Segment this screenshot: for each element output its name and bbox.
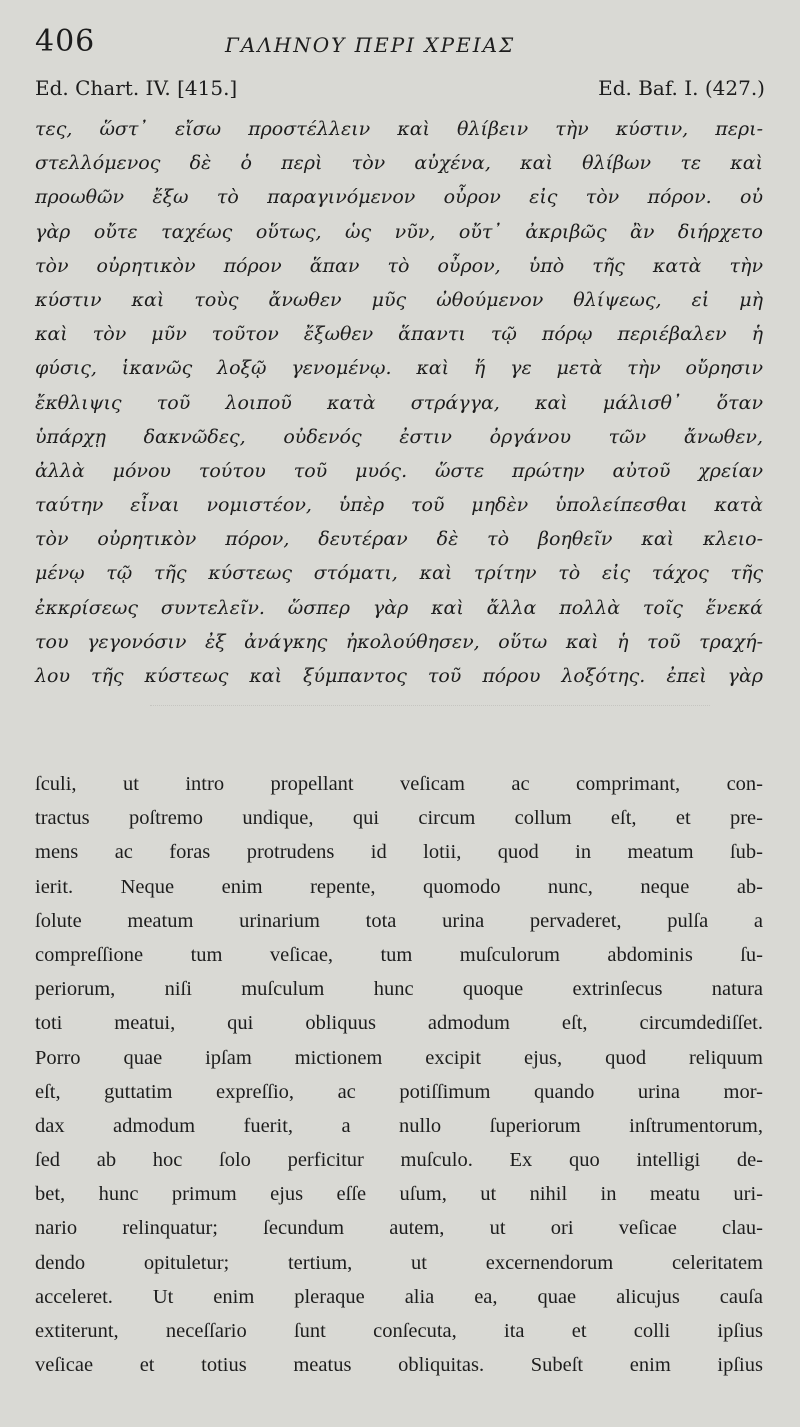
greek-line: τες, ὥστ᾽ εἴσω προστέλλειν καὶ θλίβειν τὴν κύστιν, περι- xyxy=(35,118,763,140)
greek-line: λου τῆς κύστεως καὶ ξύμπαντος τοῦ πόρου λοξότης. ἐπεὶ γὰρ xyxy=(35,665,763,687)
edition-chart-reference: Ed. Chart. IV. [415.] xyxy=(35,76,238,100)
greek-line: καὶ τὸν μῦν τοῦτον ἔξωθεν ἅπαντι τῷ πόρῳ περιέβαλεν ἡ xyxy=(35,323,763,346)
edition-references xyxy=(35,76,765,104)
greek-line: ταύτην εἶναι νομιστέον, ὑπὲρ τοῦ μηδὲν ὑπολείπεσθαι κατὰ xyxy=(35,494,763,517)
greek-line: ἀλλὰ μόνου τούτου τοῦ μυός. ὥστε πρώτην αὐτοῦ χρείαν xyxy=(35,459,763,482)
latin-line: tractus poſtremo undique, qui circum collum eſt, et pre- xyxy=(35,807,763,830)
latin-line: eſt, guttatim expreſſio, ac potiſſimum quando urina mor- xyxy=(35,1080,763,1103)
page-number: 406 xyxy=(35,24,96,59)
latin-line: toti meatui, qui obliquus admodum eſt, circumdediſſet. xyxy=(35,1012,763,1035)
latin-line: ierit. Neque enim repente, quomodo nunc, neque ab- xyxy=(35,875,763,898)
greek-line: μένῳ τῷ τῆς κύστεως στόματι, καὶ τρίτην τὸ εἰς τάχος τῆς xyxy=(35,562,763,585)
latin-line: veſicae et totius meatus obliquitas. Subeſt enim ipſius xyxy=(35,1354,763,1377)
greek-line: φύσις, ἱκανῶς λοξῷ γενομένῳ. καὶ ἥ γε μετὰ τὴν οὔρησιν xyxy=(35,357,763,380)
greek-line: τὸν οὐρητικὸν πόρον ἅπαν τὸ οὖρον, ὑπὸ τῆς κατὰ τὴν xyxy=(35,254,763,277)
greek-line: ἔκθλιψις τοῦ λοιποῦ κατὰ στράγγα, καὶ μάλισθ᾽ ὅταν xyxy=(35,391,763,414)
greek-line: γὰρ οὔτε ταχέως οὕτως, ὡς νῦν, οὔτ᾽ ἀκριβῶς ἂν διήρχετο xyxy=(35,220,763,243)
greek-line: τὸν οὐρητικὸν πόρον, δευτέραν δὲ τὸ βοηθεῖν καὶ κλειο- xyxy=(35,528,763,551)
greek-line: του γεγονόσιν ἐξ ἀνάγκης ἠκολούθησεν, οὕτω καὶ ἡ τοῦ τραχή- xyxy=(35,630,763,653)
latin-line: bet, hunc primum ejus eſſe uſum, ut nihil in meatu uri- xyxy=(35,1183,763,1206)
latin-line: extiterunt, neceſſario ſunt conſecuta, ita et colli ipſius xyxy=(35,1320,763,1342)
edition-basel-reference: Ed. Baf. I. (427.) xyxy=(598,76,765,100)
latin-line: periorum, niſi muſculum hunc quoque extrinſecus natura xyxy=(35,978,763,1001)
greek-line: ἐκκρίσεως συντελεῖν. ὥσπερ γὰρ καὶ ἄλλα πολλὰ τοῖς ἕνεκά xyxy=(35,596,763,619)
latin-line: ſolute meatum urinarium tota urina pervaderet, pulſa a xyxy=(35,909,763,932)
greek-line: ὑπάρχῃ δακνῶδες, οὐδενός ἐστιν ὀργάνου τῶν ἄνωθεν, xyxy=(35,425,763,448)
latin-line: dax admodum fuerit, a nullo ſuperiorum inſtrumentorum, xyxy=(35,1114,763,1137)
greek-line: προωθῶν ἔξω τὸ παραγινόμενον οὖρον εἰς τὸν πόρον. οὐ xyxy=(35,186,763,209)
greek-line: στελλόμενος δὲ ὁ περὶ τὸν αὐχένα, καὶ θλίβων τε καὶ xyxy=(35,152,763,175)
latin-line: ſed ab hoc ſolo perficitur muſculo. Ex quo intelligi de- xyxy=(35,1149,763,1172)
running-title: ΓΑΛΗΝΟΥ ΠΕΡΙ ΧΡΕΙΑΣ xyxy=(225,33,516,57)
latin-line: acceleret. Ut enim pleraque alia ea, quae alicujus cauſa xyxy=(35,1285,763,1308)
latin-text-block xyxy=(35,767,763,1382)
page-header xyxy=(35,24,765,72)
latin-line: mens ac foras protrudens id lotii, quod in meatum ſub- xyxy=(35,841,763,864)
latin-line: Porro quae ipſam mictionem excipit ejus, quod reliquum xyxy=(35,1046,763,1069)
latin-line: compreſſione tum veſicae, tum muſculorum abdominis ſu- xyxy=(35,943,763,966)
latin-line: nario relinquatur; ſecundum autem, ut ori veſicae clau- xyxy=(35,1217,763,1240)
greek-text-block xyxy=(35,112,763,693)
latin-line: ſculi, ut intro propellant veſicam ac comprimant, con- xyxy=(35,773,763,795)
greek-line: κύστιν καὶ τοὺς ἄνωθεν μῦς ὠθούμενον θλίψεως, εἰ μὴ xyxy=(35,288,763,311)
bleed-through-line xyxy=(150,705,710,716)
latin-line: dendo opituletur; tertium, ut excernendorum celeritatem xyxy=(35,1251,763,1274)
